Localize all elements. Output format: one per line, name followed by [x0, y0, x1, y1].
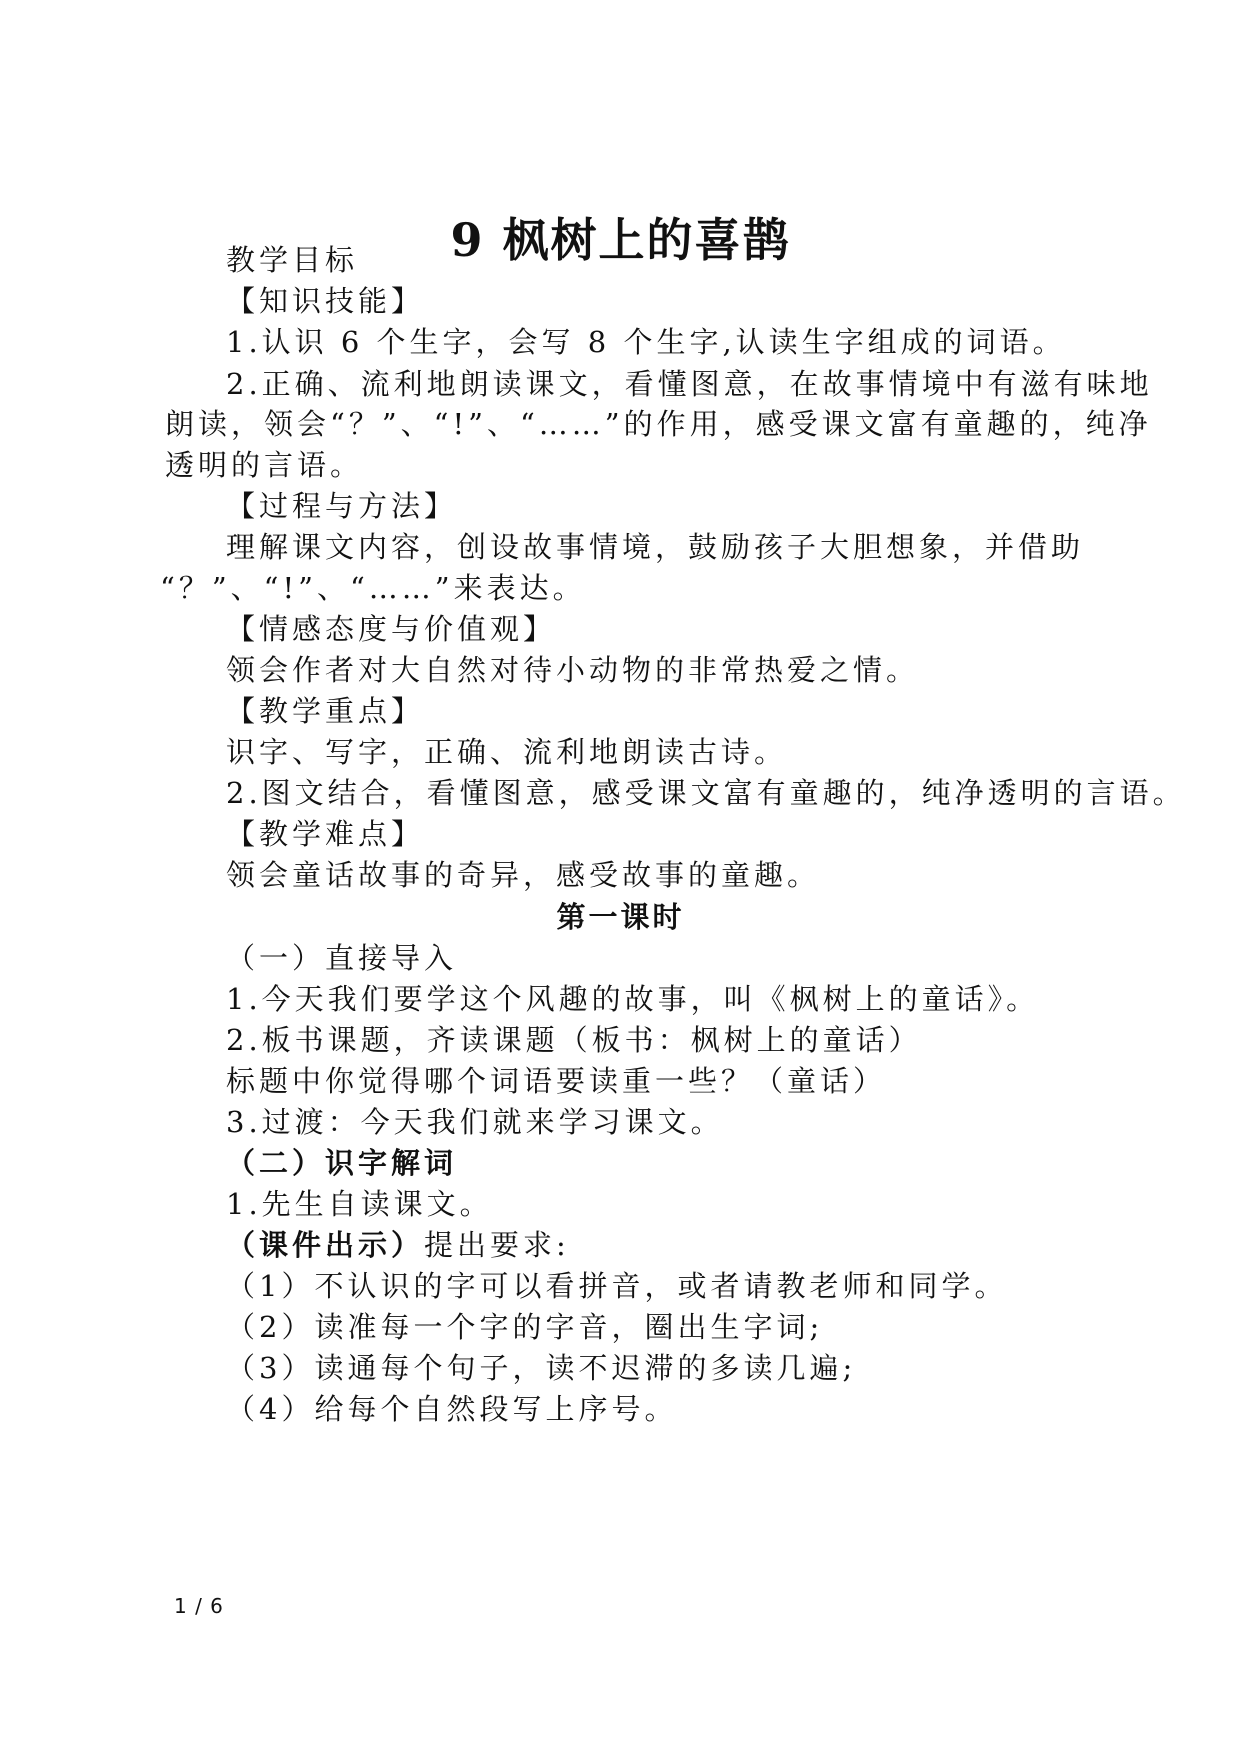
process-text-cont: “？”、“!”、“……”来表达。	[160, 571, 586, 605]
process-text: 理解课文内容，创设故事情境，鼓励孩子大胆想象，并借助	[226, 530, 1085, 564]
subheading-difficulties: 【教学难点】	[226, 817, 425, 851]
requirement-2: （2）读准每一个字的字音，圈出生字词;	[226, 1310, 824, 1344]
key-point-2: 2.图文结合，看懂图意，感受课文富有童趣的，纯净透明的言语。	[226, 776, 1186, 810]
lesson-heading: 第一课时	[556, 900, 685, 934]
step-1-item-1: 1.今天我们要学这个风趣的故事，叫《枫树上的童话》。	[226, 982, 1040, 1016]
step-1-item-3: 3.过渡：今天我们就来学习课文。	[226, 1105, 724, 1139]
step-2-heading: （二）识字解词	[226, 1146, 458, 1180]
step-1-question: 标题中你觉得哪个词语要读重一些？（童话）	[226, 1064, 887, 1098]
courseware-label: （课件出示）	[226, 1228, 425, 1262]
section-heading-objectives: 教学目标	[226, 243, 359, 277]
objective-item-2-cont: 朗读，领会“？”、“!”、“……”的作用，感受课文富有童趣的，纯净	[165, 407, 1152, 441]
page-number: 1 / 6	[174, 1594, 224, 1618]
emotion-text: 领会作者对大自然对待小动物的非常热爱之情。	[226, 653, 920, 687]
subheading-key-points: 【教学重点】	[226, 694, 425, 728]
requirement-3: （3）读通每个句子，读不迟滞的多读几遍;	[226, 1351, 857, 1385]
difficulty-text: 领会童话故事的奇异，感受故事的童趣。	[226, 858, 821, 892]
key-point-1: 识字、写字，正确、流利地朗读古诗。	[226, 735, 788, 769]
objective-item-2: 2.正确、流利地朗读课文，看懂图意，在故事情境中有滋有味地	[226, 367, 1153, 401]
subheading-knowledge-skills: 【知识技能】	[226, 284, 425, 318]
document-title: 9 枫树上的喜鹊	[450, 213, 791, 267]
requirement-1: （1）不认识的字可以看拼音，或者请教老师和同学。	[226, 1269, 1008, 1303]
objective-item-1: 1.认识 6 个生字，会写 8 个生字,认读生字组成的词语。	[226, 325, 1066, 359]
objective-item-2-end: 透明的言语。	[165, 448, 364, 482]
step-2-item-1: 1.先生自读课文。	[226, 1187, 493, 1221]
subheading-emotion-values: 【情感态度与价值观】	[226, 612, 557, 646]
requirement-4: （4）给每个自然段写上序号。	[226, 1392, 678, 1426]
subheading-process-method: 【过程与方法】	[226, 489, 458, 523]
requirements-label: 提出要求:	[424, 1228, 570, 1262]
step-1-item-2: 2.板书课题，齐读课题（板书：枫树上的童话）	[226, 1023, 922, 1057]
step-1-heading: （一）直接导入	[226, 941, 458, 975]
courseware-line	[226, 1225, 570, 1265]
